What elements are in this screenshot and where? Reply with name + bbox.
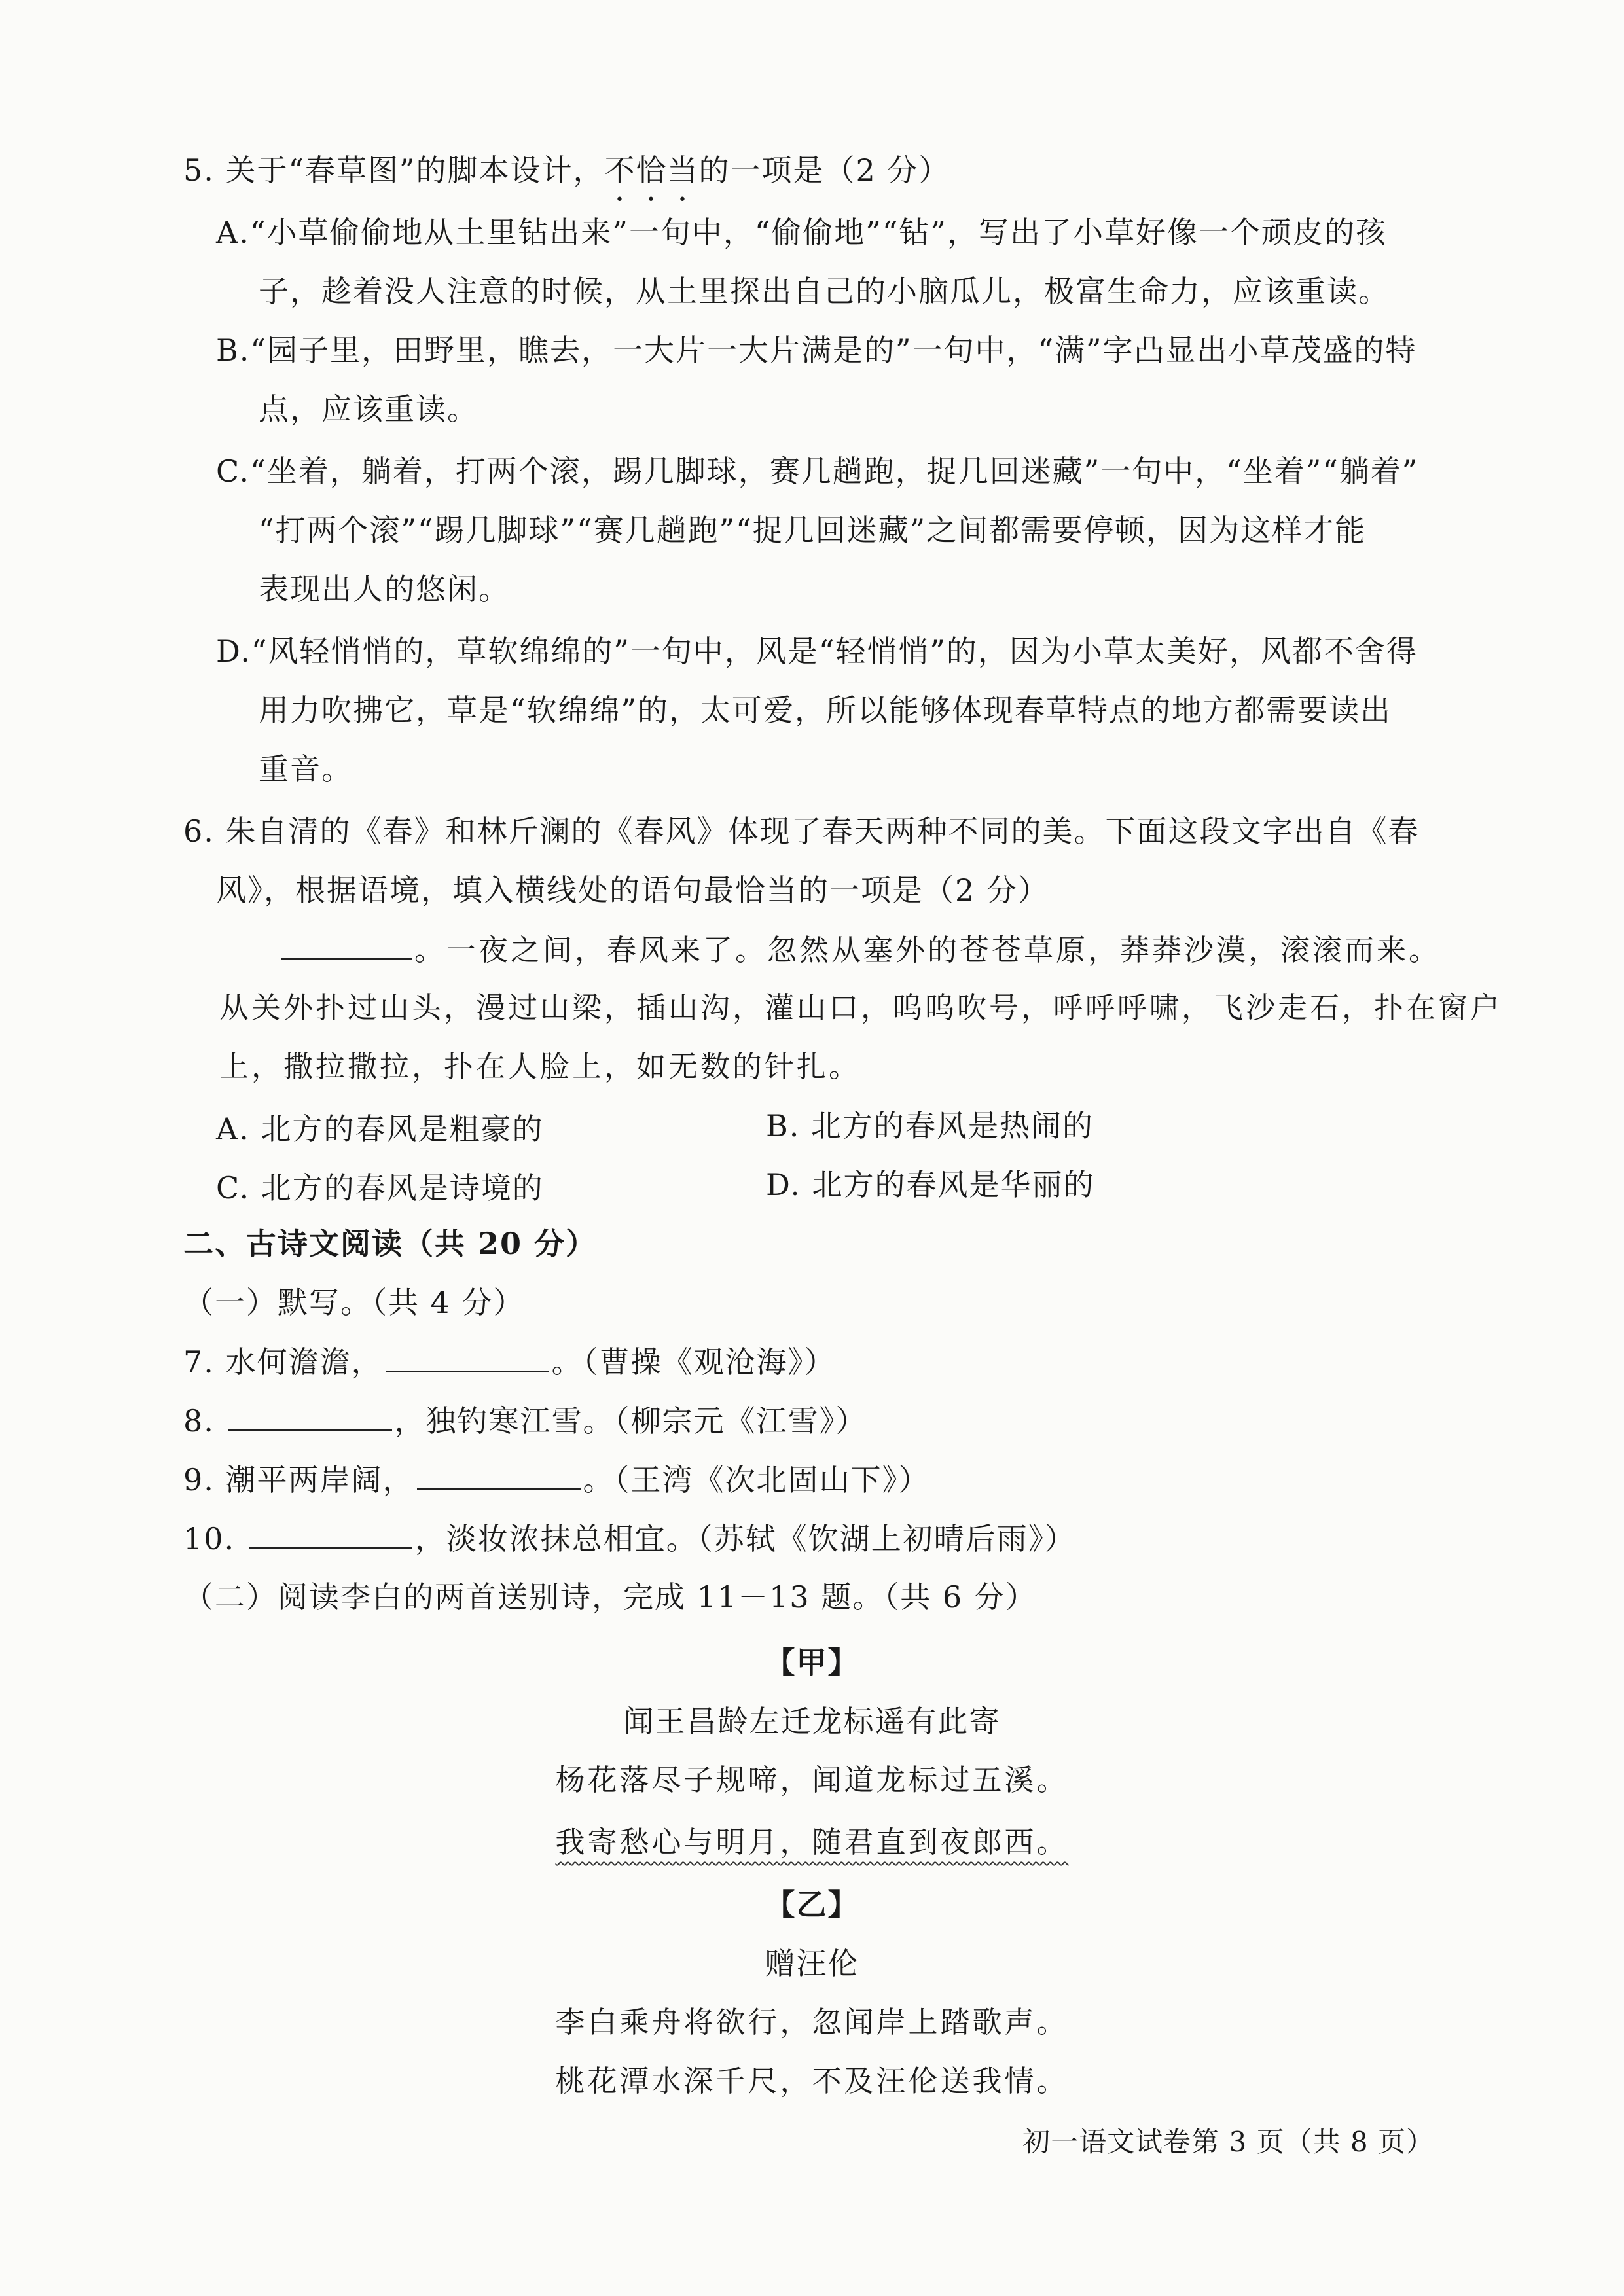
answer-blank[interactable] [281,929,412,960]
poem-yi-tag: 【乙】 [765,1887,859,1922]
part-2-title: （二）阅读李白的两首送别诗，完成 11－13 题。（共 6 分） [183,1579,1037,1615]
q6-passage-line2: 从关外扑过山头，漫过山梁，插山沟，灌山口，呜呜吹号，呼呼呼啸，飞沙走石，扑在窗户 [219,990,1503,1025]
q5-option-c-line1: C.“坐着，躺着，打两个滚，踢几脚球，赛几趟跑，捉几回迷藏”一句中，“坐着”“躺着” [216,454,1419,489]
q6-option-d: D. 北方的春风是华丽的 [766,1167,1095,1202]
poem-yi-title: 赠汪伦 [765,1946,859,1981]
q10: 10. ，淡妆浓抹总相宜。（苏轼《饮湖上初晴后雨》） [183,1518,1076,1558]
emphasis-char: 不 [604,152,636,188]
q6-stem-line1: 6. 朱自清的《春》和林斤澜的《春风》体现了春天两种不同的美。下面这段文字出自《春 [183,814,1420,849]
q5-option-d-line3: 重音。 [259,751,353,787]
q6-option-b: B. 北方的春风是热闹的 [766,1108,1094,1143]
q5-option-c-line3: 表现出人的悠闲。 [259,571,510,607]
q6-passage-line1: 。一夜之间，春风来了。忽然从塞外的苍苍草原，莽莽沙漠，滚滚而来。 [278,929,1441,970]
q6-option-a: A. 北方的春风是粗豪的 [216,1111,544,1147]
poem-jia-title: 闻王昌龄左迁龙标遥有此寄 [623,1704,1001,1739]
q5-stem: 5. 关于“春草图”的脚本设计，不恰当的一项是（2 分） [183,152,950,188]
q9: 9. 潮平两岸阔， 。（王湾《次北固山下》） [183,1460,930,1499]
part-1-title: （一）默写。（共 4 分） [183,1285,525,1320]
q7: 7. 水何澹澹， 。（曹操《观沧海》） [183,1342,836,1382]
page-footer: 初一语文试卷第 3 页（共 8 页） [1022,2126,1434,2158]
q5-option-b-line2: 点，应该重读。 [259,391,478,427]
q6-stem-line2: 风》，根据语境，填入横线处的语句最恰当的一项是（2 分） [216,872,1049,908]
q5-option-c-line2: “打两个滚”“踢几脚球”“赛几趟跑”“捉几回迷藏”之间都需要停顿，因为这样才能 [259,512,1367,548]
q6-passage-line3: 上，撒拉撒拉，扑在人脸上，如无数的针扎。 [219,1049,861,1084]
answer-blank[interactable] [417,1460,581,1490]
q5-option-a-line1: A.“小草偷偷地从土里钻出来”一句中，“偷偷地”“钻”，写出了小草好像一个顽皮的孩 [216,215,1387,250]
q5-option-a-line2: 子，趁着没人注意的时候，从土里探出自己的小脑瓜儿，极富生命力，应该重读。 [259,274,1390,309]
poem-yi-line1: 李白乘舟将欲行，忽闻岸上踏歌声。 [555,2005,1069,2039]
answer-blank[interactable] [249,1518,412,1549]
q5-option-d-line2: 用力吹拂它，草是“软绵绵”的，太可爱，所以能够体现春草特点的地方都需要读出 [259,692,1392,728]
answer-blank[interactable] [228,1401,392,1431]
section-2-title: 二、古诗文阅读（共 20 分） [183,1226,598,1261]
poem-jia-tag: 【甲】 [765,1645,859,1680]
q5-option-b-line1: B.“园子里，田野里，瞧去，一大片一大片满是的”一句中，“满”字凸显出小草茂盛的特 [216,332,1417,368]
poem-yi-line2: 桃花潭水深千尺，不及汪伦送我情。 [555,2064,1069,2098]
emphasis-char: 恰 [636,152,668,188]
poem-jia-line2: 我寄愁心与明月，随君直到夜郎西。 [555,1825,1069,1859]
emphasis-char: 当 [667,152,699,188]
q6-option-c: C. 北方的春风是诗境的 [216,1170,544,1206]
q8: 8. ，独钓寒江雪。（柳宗元《江雪》） [183,1401,867,1441]
answer-blank[interactable] [386,1342,549,1372]
poem-jia-line1: 杨花落尽子规啼，闻道龙标过五溪。 [555,1763,1069,1797]
q5-option-d-line1: D.“风轻悄悄的，草软绵绵的”一句中，风是“轻悄悄”的，因为小草太美好，风都不舍得 [216,634,1418,669]
